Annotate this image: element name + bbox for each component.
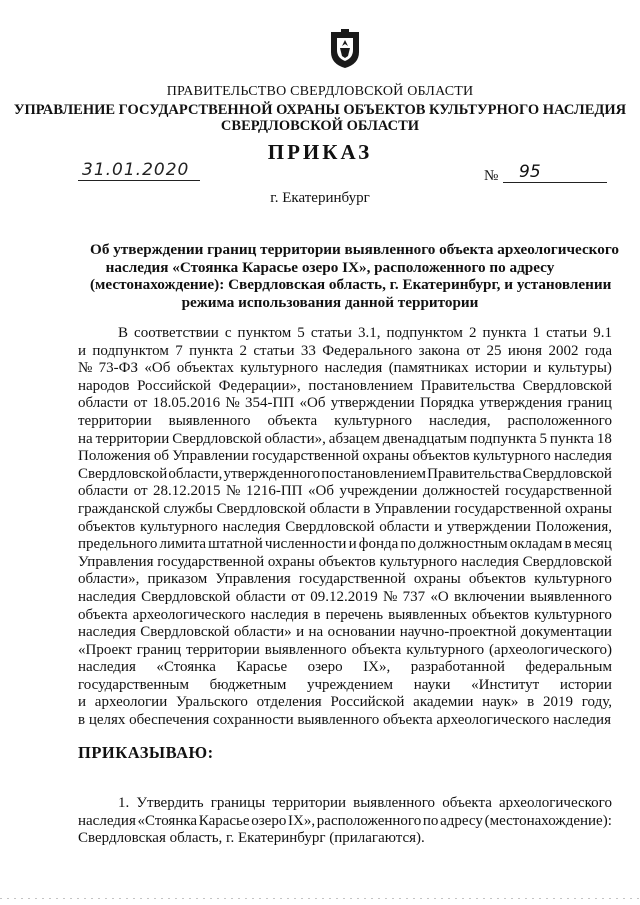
preamble-line: в целях обеспечения сохранности выявленного объекта археологического наследия (78, 712, 611, 729)
preamble-line: «Проект границ территории выявленного объекта культурного (археологического) (78, 641, 612, 658)
preamble-line: Управления государственной охраны объектов культурного наследия Свердловской (78, 553, 612, 570)
coat-of-arms-icon (327, 28, 363, 70)
document-number: 95 (503, 162, 607, 183)
preamble-line: и подпунктом 7 пункта 2 статьи 33 Федерального закона от 25 июня 2002 года (78, 342, 612, 359)
preamble-line: и археологии Уральского отделения Российской академии наук» в 2019 году, (78, 694, 612, 711)
preamble-line: области», приказом Управления государственной охраны объектов культурного (78, 571, 612, 588)
preamble-line: народов Российской Федерации», постановлением Правительства Свердловской (78, 377, 612, 394)
preamble-line: наследия Свердловской области» и на основании научно-проектной документации (78, 624, 612, 641)
preamble-line: гражданской службы Свердловской области в Управлении государственной охраны (78, 500, 612, 517)
preamble-line: объекта археологического наследия в перечень выявленных объектов культурного (78, 606, 612, 623)
preamble-line: наследия «Стоянка Карасье озеро IX», разработанной федеральным (78, 659, 612, 676)
organization-name-line2: СВЕРДЛОВСКОЙ ОБЛАСТИ (220, 118, 420, 134)
point-1-line: 1. Утвердить границы территории выявленного объекта археологического (118, 795, 612, 811)
preamble-line: наследия Свердловской области от 09.12.2019 № 737 «О включении выявленного (78, 588, 612, 605)
organization-name-line1: УПРАВЛЕНИЕ ГОСУДАРСТВЕННОЙ ОХРАНЫ ОБЪЕКТОВ КУЛЬТУРНОГО НАСЛЕДИЯ (13, 102, 627, 118)
heading-line: (местонахождение): Свердловская область, г. Екатеринбург, и установлении (90, 276, 612, 293)
document-heading (90, 241, 619, 311)
preamble-line: области от 28.12.2015 № 1216-ПП «Об учреждении должностей государственной (78, 483, 612, 500)
government-name: ПРАВИТЕЛЬСТВО СВЕРДЛОВСКОЙ ОБЛАСТИ (166, 84, 474, 99)
preamble-line: предельного лимита штатной численности и фонда по должностным окладам в месяц (78, 536, 612, 553)
preamble-line: объектов культурного наследия Свердловской области и утверждении Положения, (78, 518, 612, 535)
scan-edge-divider (0, 898, 640, 899)
order-word: ПРИКАЗЫВАЮ: (78, 743, 214, 762)
preamble-line: Положения об Управлении государственной охраны объектов культурного наследия (78, 448, 612, 465)
preamble-line: № 73-ФЗ «Об объектах культурного наследия (памятниках истории и культуры) (78, 360, 612, 377)
number-label: № (484, 168, 499, 184)
point-1-line: наследия «Стоянка Карасье озеро IX», расположенного по адресу (местонахождение): (78, 812, 612, 829)
preamble-line: на территории Свердловской области», абзацем двенадцатым подпункта 5 пункта 18 (78, 430, 612, 447)
preamble-line: территории выявленного объекта культурного наследия, расположенного (78, 412, 612, 429)
heading-line: Об утверждении границ территории выявленного объекта археологического (90, 241, 619, 258)
preamble-line: области от 18.05.2016 № 354-ПП «Об утверждении Порядка утверждения границ (78, 395, 612, 412)
point-1-paragraph (78, 795, 612, 848)
document-date: 31.01.2020 (78, 160, 200, 181)
preamble-paragraph (78, 325, 612, 730)
preamble-line: В соответствии с пунктом 5 статьи 3.1, подпунктом 2 пункта 1 статьи 9.1 (118, 325, 612, 341)
heading-line: режима использования данной территории (181, 293, 479, 311)
heading-line: наследия «Стоянка Карасье озеро IX», расположенного по адресу (105, 258, 555, 276)
preamble-line: Свердловской области, утвержденного постановлением Правительства Свердловской (78, 465, 612, 482)
preamble-line: государственным бюджетным учреждением науки «Институт истории (78, 676, 612, 693)
document-city: г. Екатеринбург (270, 190, 370, 206)
document-title: ПРИКАЗ (267, 140, 373, 164)
point-1-line: Свердловская область, г. Екатеринбург (прилагаются). (78, 830, 425, 847)
